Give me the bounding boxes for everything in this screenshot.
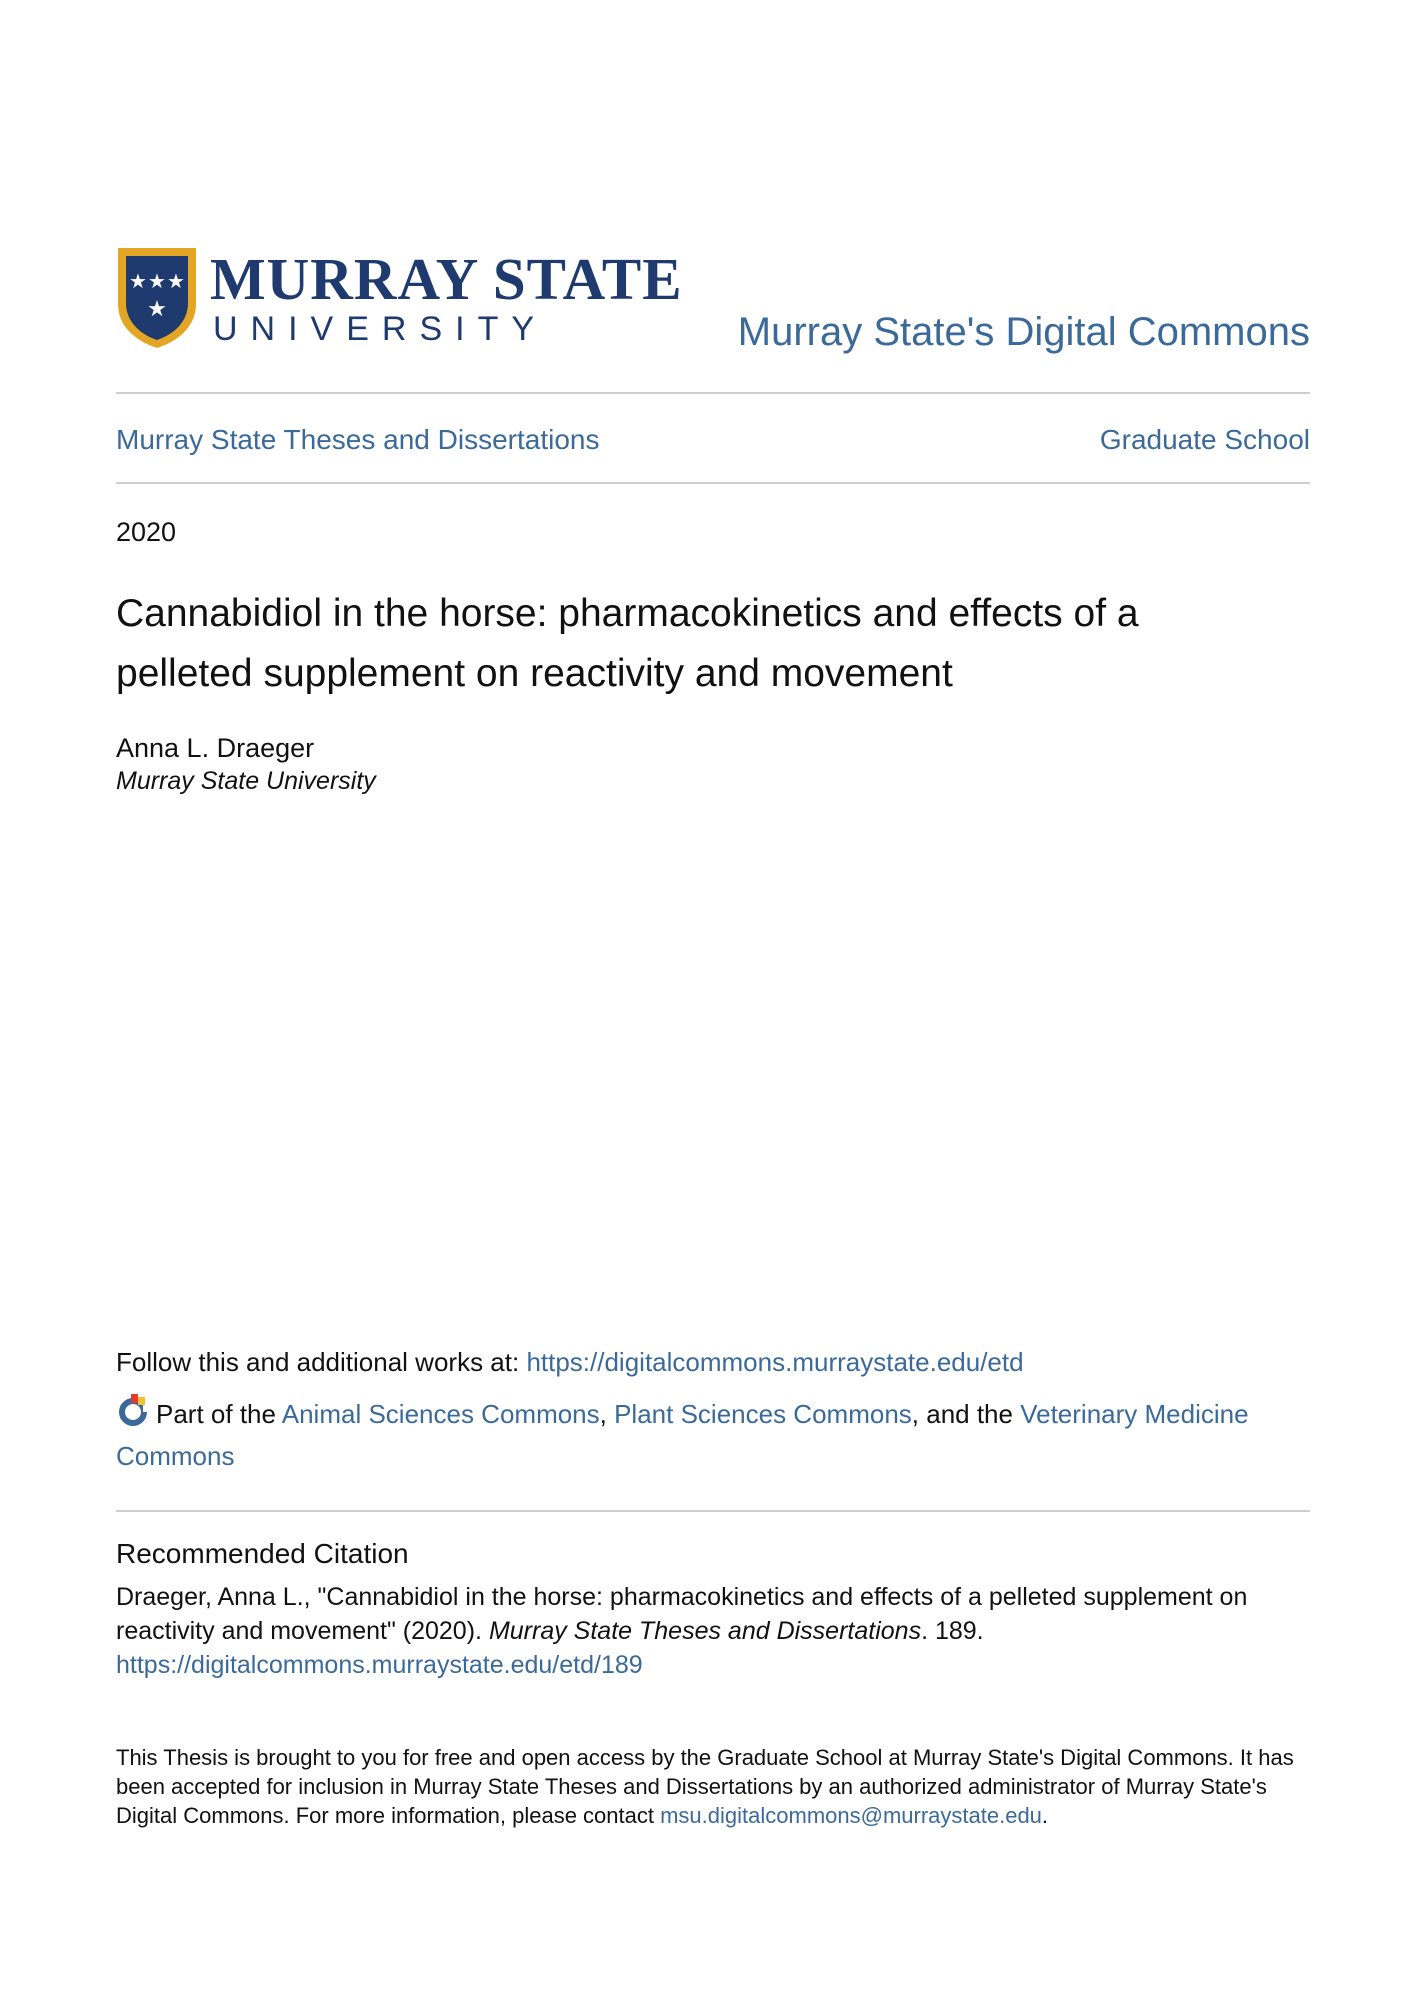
citation-series: Murray State Theses and Dissertations bbox=[488, 1617, 922, 1645]
conjunction: , and the bbox=[911, 1399, 1021, 1429]
publication-year: 2020 bbox=[116, 517, 177, 547]
author-name: Anna L. Draeger bbox=[116, 733, 315, 763]
part-of-line bbox=[116, 1393, 1256, 1477]
logo-wordmark: MURRAY STATE bbox=[210, 246, 683, 312]
follow-line bbox=[116, 1347, 1024, 1378]
citation-url-link[interactable]: https://digitalcommons.murraystate.edu/etd/189 bbox=[116, 1651, 643, 1679]
divider bbox=[116, 482, 1310, 484]
university-logo bbox=[116, 246, 683, 356]
citation-main: Draeger, Anna L., "Cannabidiol in the horse: pharmacokinetics and effects of a pelleted supplement on reactivity and movement" (2020). bbox=[116, 1583, 1248, 1645]
part-of-prefix: Part of the bbox=[156, 1399, 282, 1429]
svg-text:★: ★ bbox=[129, 269, 147, 293]
svg-text:★: ★ bbox=[147, 297, 167, 322]
animal-sciences-commons-link[interactable]: Animal Sciences Commons bbox=[281, 1399, 600, 1429]
citation-text bbox=[116, 1580, 1296, 1682]
separator: , bbox=[599, 1399, 615, 1429]
citation-heading: Recommended Citation bbox=[116, 1538, 409, 1569]
follow-prefix: Follow this and additional works at: bbox=[116, 1347, 527, 1377]
svg-text:★: ★ bbox=[148, 269, 166, 293]
plant-sciences-commons-link[interactable]: Plant Sciences Commons bbox=[614, 1399, 912, 1429]
veterinary-medicine-commons-link[interactable]: Veterinary Medicine Commons bbox=[116, 1399, 1249, 1471]
access-notice bbox=[116, 1743, 1306, 1830]
document-title: Cannabidiol in the horse: pharmacokinetics and effects of a pelleted supplement on reactivity and movement bbox=[116, 592, 1139, 695]
citation-number: . 189. bbox=[921, 1617, 984, 1645]
divider bbox=[116, 1510, 1310, 1512]
author-affiliation: Murray State University bbox=[116, 767, 376, 795]
svg-text:★: ★ bbox=[167, 269, 185, 293]
logo-subtitle: UNIVERSITY bbox=[213, 310, 548, 348]
series-link[interactable]: Murray State Theses and Dissertations bbox=[116, 424, 600, 455]
collection-url-link[interactable]: https://digitalcommons.murraystate.edu/etd bbox=[526, 1347, 1024, 1377]
graduate-school-link[interactable]: Graduate School bbox=[1099, 424, 1310, 455]
repository-title-link[interactable]: Murray State's Digital Commons bbox=[737, 310, 1310, 354]
divider bbox=[116, 392, 1310, 394]
university-shield-icon bbox=[116, 246, 198, 350]
notice-text: This Thesis is brought to you for free and open access by the Graduate School at Murray State's Digital Commons. It has been accepted for inclusion in Murray State Theses and Dissertations by an authorized administrator of Murray State's Digital Commons. For more information, please contact bbox=[116, 1745, 1294, 1828]
network-commons-icon bbox=[116, 1393, 150, 1427]
notice-end: . bbox=[1041, 1803, 1049, 1828]
contact-email-link[interactable]: msu.digitalcommons@murraystate.edu bbox=[660, 1803, 1042, 1828]
